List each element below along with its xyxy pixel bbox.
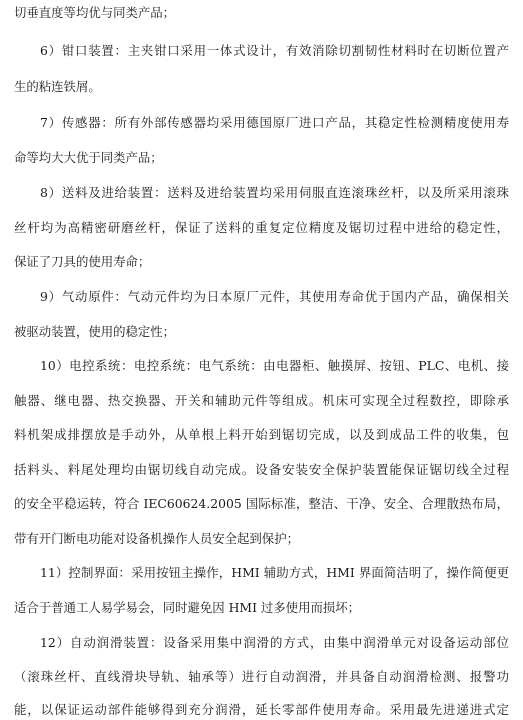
paragraph-line: （滚珠丝杆、直线滑块导轨、轴承等）进行自动润滑，并具备自动润滑检测、报警功	[14, 669, 509, 684]
paragraph-line: 11）控制界面：采用按钮主操作，HMI 辅助方式，HMI 界面简洁明了，操作简便更	[40, 565, 509, 580]
paragraph-line: 适合于普通工人易学易会，同时避免因 HMI 过多使用而损坏；	[14, 600, 361, 615]
paragraph-line: 9）气动原件：气动元件均为日本原厂元件，其使用寿命优于国内产品，确保相关	[40, 289, 509, 304]
paragraph-line: 12）自动润滑装置：设备采用集中润滑的方式，由集中润滑单元对设备运动部位	[40, 635, 509, 650]
paragraph-line: 6）钳口装置：主夹钳口采用一体式设计，有效消除切割韧性材料时在切断位置产	[40, 43, 509, 58]
paragraph-line: 能，以保证运动部件能够得到充分润滑，延长零部件使用寿命。采用最先进递进式定	[14, 702, 509, 717]
paragraph-line: 保证了刀具的使用寿命；	[14, 254, 151, 269]
paragraph-line: 切垂直度等均优与同类产品；	[14, 5, 176, 20]
paragraph-line: 8）送料及进给装置：送料及进给装置均采用伺服直连滚珠丝杆，以及所采用滚珠	[40, 185, 509, 200]
paragraph-line: 生的粘连铁屑。	[14, 79, 101, 94]
paragraph-line: 7）传感器：所有外部传感器均采用德国原厂进口产品，其稳定性检测精度使用寿	[40, 115, 509, 130]
paragraph-line: 括料头、料尾处理均由锯切线自动完成。设备安装安全保护装置能保证锯切线全过程	[14, 462, 509, 477]
paragraph-line: 被驱动装置，使用的稳定性；	[14, 324, 176, 339]
paragraph-line: 触器、继电器、热交换器、开关和辅助元件等组成。机床可实现全过程数控，即除承	[14, 393, 509, 408]
paragraph-line: 命等均大大优于同类产品；	[14, 150, 163, 165]
paragraph-line: 带有开门断电功能对设备机操作人员安全起到保护；	[14, 531, 299, 546]
paragraph-line: 10）电控系统：电控系统：电气系统：由电器柜、触摸屏、按钮、PLC、电机、接	[40, 358, 509, 373]
paragraph-line: 料机架成排摆放是手动外，从单根上料开始到锯切完成，以及到成品工件的收集，包	[14, 427, 509, 442]
paragraph-line: 的安全平稳运转，符合 IEC60624.2005 国际标准，整洁、干净、安全、合理散热布局，	[14, 496, 509, 511]
paragraph-line: 丝杆均为高精密研磨丝杆，保证了送料的重复定位精度及锯切过程中进给的稳定性，	[14, 220, 509, 235]
